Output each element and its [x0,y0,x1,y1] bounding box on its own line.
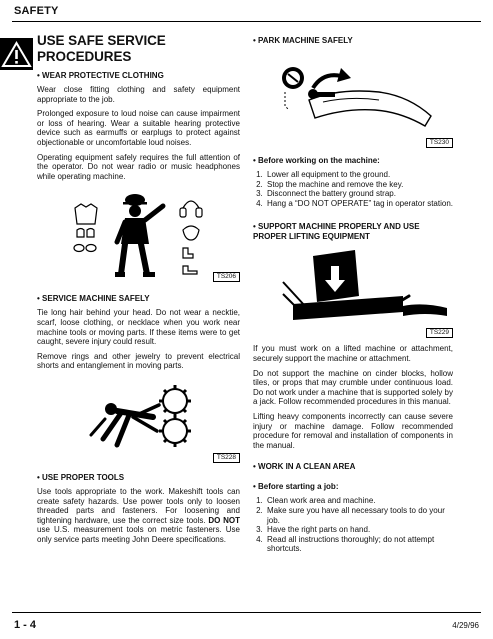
figure-tag: TS228 [213,453,240,463]
list-item: 3. Have the right parts on hand. [265,525,453,535]
list-item: 1. Lower all equipment to the ground. [265,170,453,180]
section-header: SAFETY [14,5,59,17]
list-item: 1. Clean work area and machine. [265,496,453,506]
tools-text: Use tools appropriate to the work. Makeshift tools can create safety hazards. Use power tools only to loosen threaded parts and fasteners. For loosening and tightening hardware, use the correct size tools. DO NOT use U.S. measurement tools on metric fasteners. Use only service parts meeting John Deere specifications. [37,486,240,544]
protective-text-1: Wear close fitting clothing and safety equipment appropriate to the job. [37,85,240,104]
warning-icon [0,38,33,70]
figure-tag: TS230 [426,138,453,148]
park-steps-list [265,170,453,208]
protective-heading: • WEAR PROTECTIVE CLOTHING [37,71,164,80]
clean-area-heading: • WORK IN A CLEAN AREA [253,462,356,472]
list-item: 4. Hang a “DO NOT OPERATE” tag in operator station. [265,199,453,209]
protective-text-2: Prolonged exposure to loud noise can cause impairment or loss of hearing. Wear a suitable hearing protective device such as earmuffs or earplugs to protect against objectionable or uncomfortable loud noises. [37,109,240,147]
header-rule [12,21,481,22]
before-starting-heading: • Before starting a job: [253,482,339,492]
list-item: 2. Stop the machine and remove the key. [265,180,453,190]
revision-date: 4/29/96 [452,621,479,630]
support-text-3: Lifting heavy components incorrectly can cause severe injury or machine damage. Follow recommended procedure for removal and installation of components in the manual. [253,411,453,450]
crush-hazard-illustration [253,248,453,338]
park-heading: • PARK MACHINE SAFELY [253,36,353,45]
service-heading: • SERVICE MACHINE SAFELY [37,294,150,304]
protective-clothing-illustration [37,186,240,282]
support-text-2: Do not support the machine on cinder blocks, hollow tiles, or props that may crumble under continuous load. Do not work under a machine that is supported solely by a jack. Follow recommended procedures in this manual. [253,368,453,407]
figure-tag: TS206 [213,272,240,282]
protective-clothing-figure [37,186,240,282]
entanglement-illustration [37,379,240,463]
before-working-heading: • Before working on the machine: [253,156,380,165]
key-removal-illustration [253,52,453,148]
list-item: 3. Disconnect the battery ground strap. [265,189,453,199]
left-column [37,33,240,549]
protective-text-3: Operating equipment safely requires the full attention of the operator. Do not wear radio or music headphones while operating machine. [37,152,240,181]
list-item: 4. Read all instructions thoroughly; do not attempt shortcuts. [265,535,453,554]
tools-heading: • USE PROPER TOOLS [37,472,125,482]
page-number: 1 - 4 [14,619,37,631]
list-item: 2. Make sure you have all necessary tools to do your job. [265,506,453,525]
footer-rule [12,612,481,613]
support-heading: • SUPPORT MACHINE PROPERLY AND USE PROPER LIFTING EQUIPMENT [253,222,420,242]
figure-tag: TS229 [426,328,453,338]
clean-steps-list [265,496,453,554]
entanglement-figure [37,379,240,463]
service-text-2: Remove rings and other jewelry to prevent electrical shorts and entanglement in moving parts. [37,351,240,371]
right-column [253,33,453,560]
service-text-1: Tie long hair behind your head. Do not wear a necktie, scarf, loose clothing, or necklace when you work near machine tools or moving parts. If these items were to get caught, severe injury could result. [37,308,240,347]
park-machine-figure [253,52,453,148]
support-text-1: If you must work on a lifted machine or attachment, securely support the machine or attachment. [253,344,453,363]
support-machine-figure [253,248,453,338]
page-title: USE SAFE SERVICE PROCEDURES [37,33,166,64]
